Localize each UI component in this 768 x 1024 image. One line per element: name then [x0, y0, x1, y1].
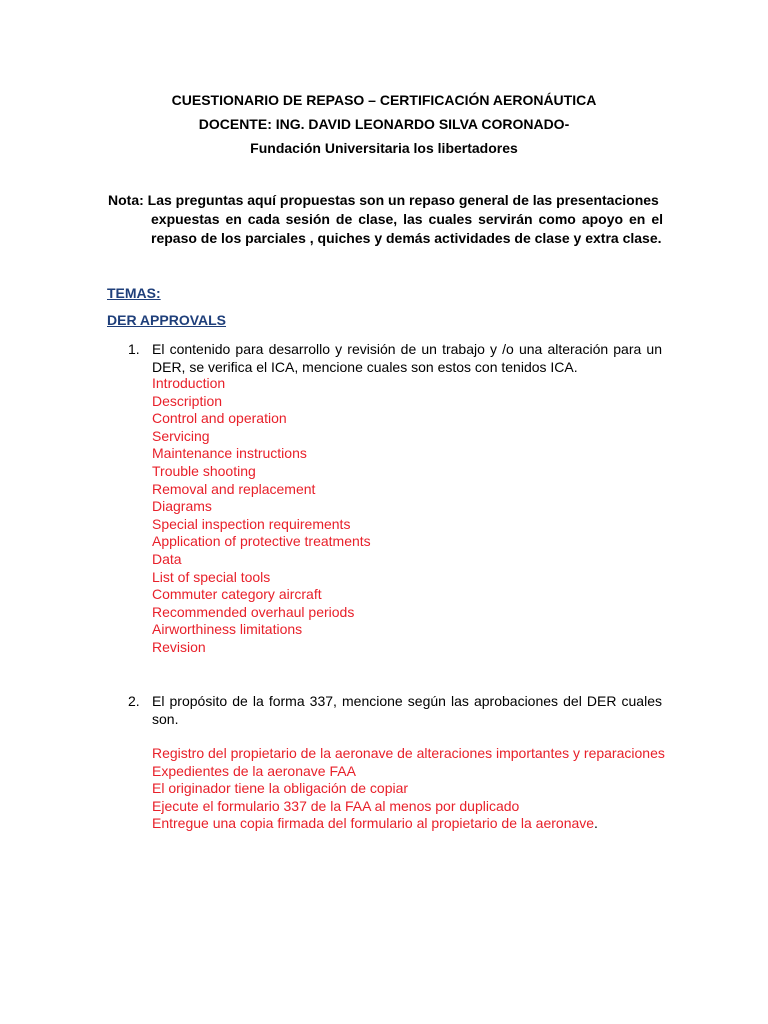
answer-text: Entregue una copia firmada del formulario al propietario de la aeronave	[152, 815, 595, 832]
answer-item: Ejecute el formulario 337 de la FAA al menos por duplicado	[152, 797, 520, 814]
question-1-number: 1.	[128, 341, 140, 357]
section-der-approvals: DER APPROVALS	[107, 312, 227, 328]
note-rest: expuestas en cada sesión de clase, las cuales servirán como apoyo en el repaso de los parciales , quiches y demás actividades de clase y extra clase.	[151, 211, 663, 246]
answer-item: Application of protective treatments	[152, 533, 371, 550]
note-label: Nota:	[108, 192, 144, 208]
answer-item: Registro del propietario de la aeronave de alteraciones importantes y reparaciones	[152, 745, 665, 761]
answer-item: Control and operation	[152, 410, 287, 427]
answer-item: Recommended overhaul periods	[152, 603, 355, 620]
answer-item: Description	[152, 392, 223, 409]
teacher-line: DOCENTE: ING. DAVID LEONARDO SILVA CORONADO-	[198, 116, 570, 132]
trailing-period: .	[594, 815, 598, 832]
answer-item: Airworthiness limitations	[152, 621, 303, 638]
question-2-number: 2.	[128, 693, 140, 709]
answer-item: Trouble shooting	[152, 462, 256, 479]
answer-item: Revision	[152, 638, 206, 655]
answer-item: Servicing	[152, 427, 210, 444]
note-line1: Las preguntas aquí propuestas son un repaso general de las presentaciones	[147, 192, 659, 208]
answer-item: Maintenance instructions	[152, 445, 307, 462]
answer-item	[152, 815, 665, 833]
note-first-line	[108, 191, 659, 210]
answer-item: Data	[152, 550, 182, 567]
institution-line: Fundación Universitaria los libertadores	[250, 140, 518, 156]
answer-item: Diagrams	[152, 498, 212, 515]
answer-item: Special inspection requirements	[152, 515, 351, 532]
answer-item: Introduction	[152, 375, 226, 391]
question-2-text: El propósito de la forma 337, mencione según las aprobaciones del DER cuales son.	[152, 693, 662, 727]
answer-item: Expedientes de la aeronave FAA	[152, 762, 356, 779]
document-title: CUESTIONARIO DE REPASO – CERTIFICACIÓN AERONÁUTICA	[171, 92, 597, 108]
question-1-text: El contenido para desarrollo y revisión de un trabajo y /o una alteración para un DER, se verifica el ICA, mencione cuales son estos con tenidos ICA.	[152, 341, 662, 375]
question-2-answers	[152, 745, 665, 833]
question-1-answers	[152, 375, 371, 657]
section-temas: TEMAS:	[107, 285, 161, 301]
answer-item: Removal and replacement	[152, 480, 316, 497]
answer-item: List of special tools	[152, 568, 271, 585]
answer-item: Commuter category aircraft	[152, 586, 322, 603]
answer-item: El originador tiene la obligación de copiar	[152, 780, 409, 797]
